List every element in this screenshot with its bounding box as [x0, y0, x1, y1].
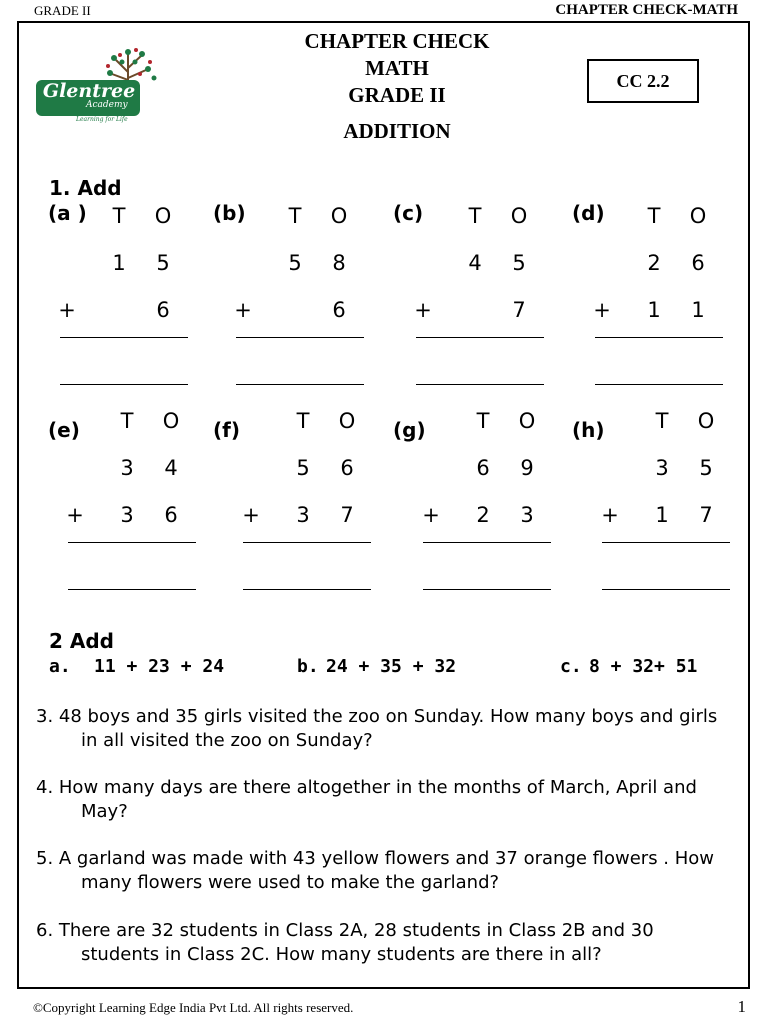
answer-line — [423, 589, 551, 590]
addend-2-tens: 1 — [655, 503, 669, 527]
problem-label: (f) — [213, 418, 240, 442]
addend-1-ones: 6 — [340, 456, 354, 480]
problem-label: (d) — [572, 201, 605, 225]
ones-header: O — [154, 204, 172, 228]
addend-1-tens: 6 — [476, 456, 490, 480]
sum-a: 11 + 23 + 24 — [94, 656, 225, 677]
sum-c-label: c. — [560, 656, 582, 677]
problem-label: (h) — [572, 418, 605, 442]
answer-line — [68, 589, 196, 590]
question-3 — [36, 705, 736, 753]
sum-line — [236, 337, 364, 338]
section-2-heading: 2 Add — [49, 629, 114, 653]
addend-1-ones: 5 — [512, 251, 526, 275]
question-3-line-2: in all visited the zoo on Sunday? — [81, 730, 373, 751]
sum-line — [423, 542, 551, 543]
plus-sign: + — [242, 503, 260, 527]
tens-header: T — [288, 204, 302, 228]
plus-sign: + — [66, 503, 84, 527]
addend-1-tens: 4 — [468, 251, 482, 275]
addend-2-tens: 3 — [296, 503, 310, 527]
question-6-line-2: students in Class 2C. How many students are there in all? — [81, 944, 602, 965]
question-5-line-1: 5. A garland was made with 43 yellow flowers and 37 orange flowers . How — [36, 848, 715, 869]
sum-line — [68, 542, 196, 543]
ones-header: O — [338, 409, 356, 433]
problem-label: (b) — [213, 201, 246, 225]
addend-2-tens: 2 — [476, 503, 490, 527]
addend-2-ones: 6 — [332, 298, 346, 322]
logo-subtitle: Academy — [86, 100, 128, 110]
question-5-line-2: many flowers were used to make the garland? — [81, 872, 500, 893]
addend-1-tens: 3 — [120, 456, 134, 480]
page-number: 1 — [737, 997, 746, 1016]
addend-1-ones: 6 — [691, 251, 705, 275]
sum-line — [595, 337, 723, 338]
plus-sign: + — [58, 298, 76, 322]
sum-b: 24 + 35 + 32 — [326, 656, 457, 677]
question-6 — [36, 919, 736, 967]
answer-line — [60, 384, 188, 385]
addend-1-ones: 8 — [332, 251, 346, 275]
tens-header: T — [476, 409, 490, 433]
addend-1-tens: 5 — [288, 251, 302, 275]
addend-1-tens: 5 — [296, 456, 310, 480]
tens-header: T — [112, 204, 126, 228]
problem-label: (a ) — [48, 201, 87, 225]
question-4-line-2: May? — [81, 801, 128, 822]
header-chapter: CHAPTER CHECK-MATH — [555, 2, 738, 18]
answer-line — [416, 384, 544, 385]
chapter-code-box: CC 2.2 — [587, 59, 699, 103]
question-5 — [36, 847, 736, 895]
ones-header: O — [162, 409, 180, 433]
problem-label: (c) — [393, 201, 424, 225]
tens-header: T — [655, 409, 669, 433]
answer-line — [236, 384, 364, 385]
plus-sign: + — [234, 298, 252, 322]
plus-sign: + — [601, 503, 619, 527]
title-line-1: CHAPTER CHECK — [304, 29, 490, 53]
question-3-line-1: 3. 48 boys and 35 girls visited the zoo on Sunday. How many boys and girls — [36, 706, 718, 727]
sum-line — [60, 337, 188, 338]
plus-sign: + — [593, 298, 611, 322]
section-1-heading: 1. Add — [49, 176, 122, 200]
plus-sign: + — [422, 503, 440, 527]
addend-1-tens: 2 — [647, 251, 661, 275]
problem-label: (g) — [393, 418, 426, 442]
ones-header: O — [330, 204, 348, 228]
title-line-2: MATH — [365, 56, 429, 80]
addend-1-ones: 5 — [156, 251, 170, 275]
addend-2-ones: 6 — [156, 298, 170, 322]
ones-header: O — [510, 204, 528, 228]
ones-header: O — [697, 409, 715, 433]
sum-a-label: a. — [49, 656, 71, 677]
answer-line — [243, 589, 371, 590]
addend-2-ones: 6 — [164, 503, 178, 527]
question-4 — [36, 776, 736, 824]
tens-header: T — [468, 204, 482, 228]
ones-header: O — [518, 409, 536, 433]
addend-1-tens: 1 — [112, 251, 126, 275]
addend-2-ones: 3 — [520, 503, 534, 527]
addend-2-ones: 7 — [340, 503, 354, 527]
plus-sign: + — [414, 298, 432, 322]
addend-2-ones: 7 — [512, 298, 526, 322]
addend-2-tens: 3 — [120, 503, 134, 527]
addend-2-tens: 1 — [647, 298, 661, 322]
addend-1-ones: 4 — [164, 456, 178, 480]
sum-c: 8 + 32+ 51 — [589, 656, 698, 677]
ones-header: O — [689, 204, 707, 228]
sum-line — [602, 542, 730, 543]
footer-copyright: ©Copyright Learning Edge India Pvt Ltd. All rights reserved. — [33, 1000, 354, 1015]
question-6-line-1: 6. There are 32 students in Class 2A, 28 students in Class 2B and 30 — [36, 920, 654, 941]
tens-header: T — [647, 204, 661, 228]
sum-line — [243, 542, 371, 543]
addend-1-ones: 5 — [699, 456, 713, 480]
tens-header: T — [120, 409, 134, 433]
problem-label: (e) — [48, 418, 80, 442]
header-grade: GRADE II — [34, 3, 91, 18]
sum-line — [416, 337, 544, 338]
logo-name: Glentree — [42, 80, 136, 102]
answer-line — [602, 589, 730, 590]
title-topic: ADDITION — [343, 119, 451, 143]
tens-header: T — [296, 409, 310, 433]
addend-1-ones: 9 — [520, 456, 534, 480]
sum-b-label: b. — [297, 656, 319, 677]
addend-1-tens: 3 — [655, 456, 669, 480]
addend-2-ones: 7 — [699, 503, 713, 527]
question-4-line-1: 4. How many days are there altogether in the months of March, April and — [36, 777, 697, 798]
answer-line — [595, 384, 723, 385]
title-line-3: GRADE II — [348, 83, 446, 107]
logo-tagline: Learning for Life — [76, 116, 128, 123]
addend-2-ones: 1 — [691, 298, 705, 322]
